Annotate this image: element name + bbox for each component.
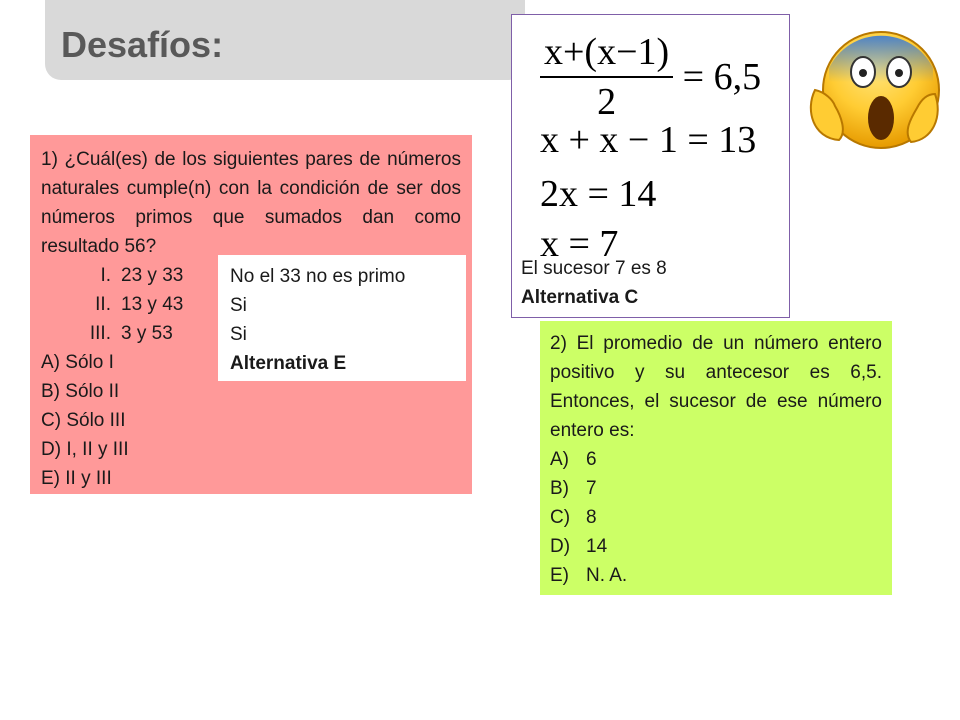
question-1-item-numeral: I. <box>100 265 111 286</box>
question-2-option <box>550 561 882 590</box>
answer-note-1 <box>218 255 466 381</box>
equation-2: x + x − 1 = 13 <box>540 119 757 161</box>
question-2-option <box>550 532 882 561</box>
answer-note-2-line1: El sucesor 7 es 8 <box>521 258 667 279</box>
answer-note-1-line2: Si <box>230 295 247 316</box>
question-2-option-letter: D) <box>550 536 571 557</box>
question-2-option-text: 6 <box>586 449 597 470</box>
equation-3: 2x = 14 <box>540 173 657 215</box>
question-2-option <box>550 474 882 503</box>
question-1-option: B) Sólo II <box>41 381 120 402</box>
question-1-item-text: 23 y 33 <box>121 265 184 286</box>
question-2-option-text: 14 <box>586 536 608 557</box>
title-bar <box>45 0 525 80</box>
question-1-item-text: 3 y 53 <box>121 323 173 344</box>
equation-1-numerator: x+(x−1) <box>540 30 673 78</box>
question-1-option: E) II y III <box>41 468 112 489</box>
answer-note-1-line1: No el 33 no es primo <box>230 266 406 287</box>
equation-4: x = 7 <box>540 223 619 256</box>
question-2-option-letter: E) <box>550 565 569 586</box>
screaming-face-icon <box>795 20 945 165</box>
question-2-card <box>540 321 892 595</box>
question-2-stem: 2) El promedio de un número entero positivo y su antecesor es 6,5. Entonces, el sucesor de ese número entero es: <box>550 333 882 441</box>
question-2-option <box>550 445 882 474</box>
equation-1-denominator: 2 <box>597 81 617 123</box>
answer-note-1-line4: Alternativa E <box>230 353 347 374</box>
question-2-option-letter: C) <box>550 507 571 528</box>
equation-1-fraction <box>540 30 673 124</box>
answer-note-2-line2: Alternativa C <box>521 287 639 308</box>
question-1-stem: 1) ¿Cuál(es) de los siguientes pares de números naturales cumple(n) con la condición de ser dos números primos que sumados dan como resultado 56? <box>41 149 461 257</box>
page-title: Desafíos: <box>61 24 224 65</box>
question-2-option-letter: B) <box>550 478 569 499</box>
question-2-option <box>550 503 882 532</box>
equation-1-right: = 6,5 <box>682 56 762 98</box>
question-1-option: D) I, II y III <box>41 439 129 460</box>
question-1-option: C) Sólo III <box>41 410 126 431</box>
question-1-item-numeral: II. <box>95 294 111 315</box>
equation-1 <box>540 30 761 124</box>
answer-note-2 <box>521 254 667 312</box>
question-2-option-text: 7 <box>586 478 597 499</box>
question-1-option: A) Sólo I <box>41 352 114 373</box>
answer-note-1-line3: Si <box>230 324 247 345</box>
question-1-item-text: 13 y 43 <box>121 294 184 315</box>
question-2-option-letter: A) <box>550 449 569 470</box>
question-1-item-numeral: III. <box>89 323 111 344</box>
question-2-option-text: N. A. <box>586 565 628 586</box>
question-2-option-text: 8 <box>586 507 597 528</box>
